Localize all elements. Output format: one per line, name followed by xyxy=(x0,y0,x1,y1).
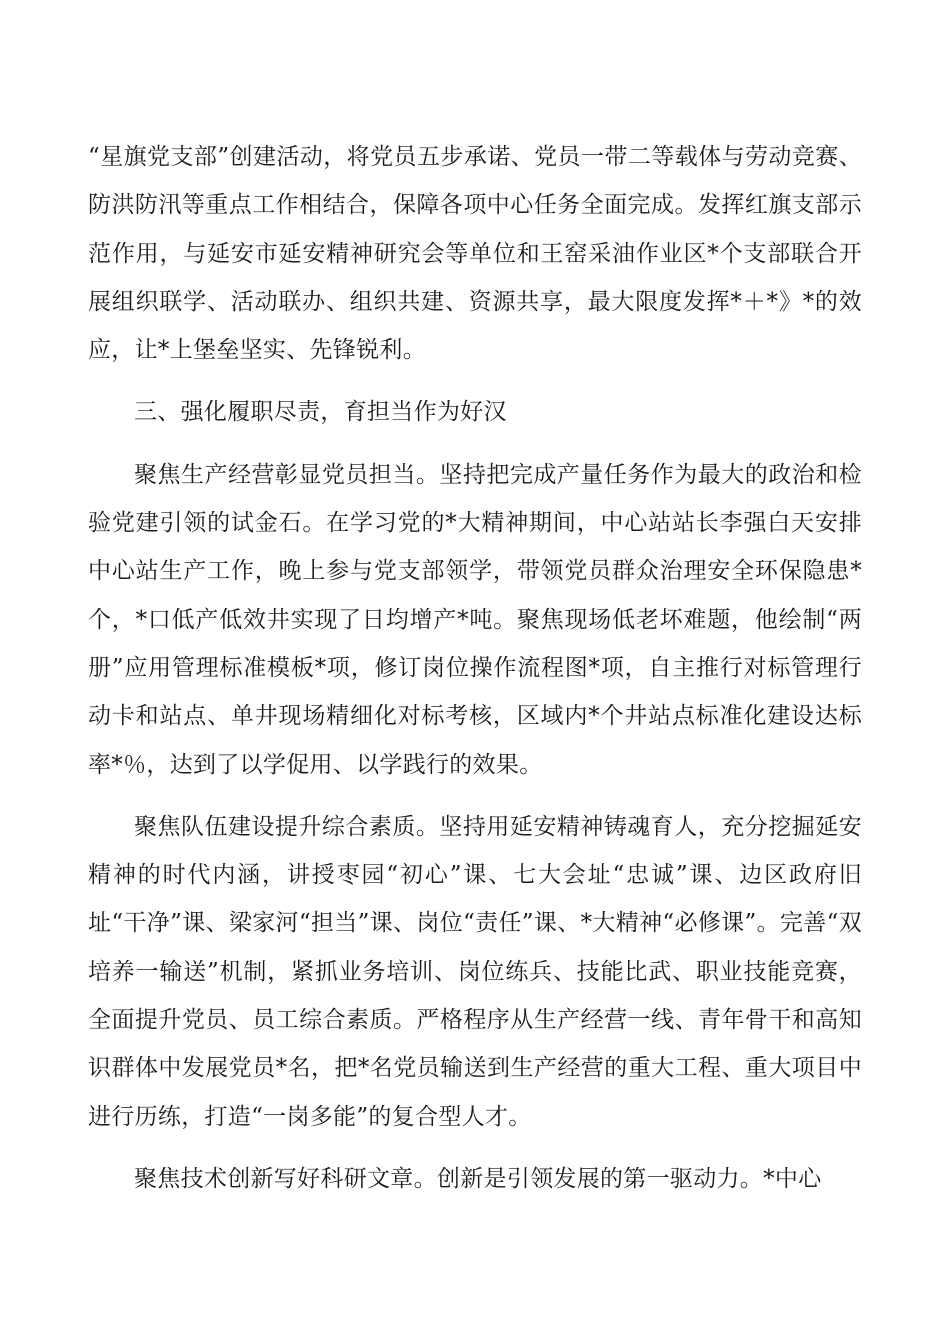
paragraph-production: 聚焦生产经营彰显党员担当。坚持把完成产量任务作为最大的政治和检验党建引领的试金石。在学习党的*大精神期间，中心站站长李强白天安排中心站生产工作，晚上参与党支部领学，带领党员群众治理安全环保隐患*个，*口低产低效井实现了日均增产*吨。聚焦现场低老坏难题，他绘制“两册”应用管理标准模板*项，修订岗位操作流程图*项，自主推行对标管理行动卡和站点、单井现场精细化对标考核，区域内*个井站点标准化建设达标率*％，达到了以学促用、以学践行的效果。 xyxy=(88,461,862,778)
paragraph-team-building: 聚焦队伍建设提升综合素质。坚持用延安精神铸魂育人，充分挖掘延安精神的时代内涵，讲授枣园“初心”课、七大会址“忠诚”课、边区政府旧址“干净”课、梁家河“担当”课、岗位“责任”课、*大精神“必修课”。完善“双培养一输送”机制，紧抓业务培训、岗位练兵、技能比武、职业技能竞赛，全面提升党员、员工综合素质。严格程序从生产经营一线、青年骨干和高知识群体中发展党员*名，把*名党员输送到生产经营的重大工程、重大项目中进行历练，打造“一岗多能”的复合型人才。 xyxy=(88,813,862,1130)
document-body xyxy=(88,133,862,1217)
paragraph-innovation: 聚焦技术创新写好科研文章。创新是引领发展的第一驱动力。*中心 xyxy=(134,1165,822,1192)
section-heading: 三、强化履职尽责，育担当作为好汉 xyxy=(134,399,507,426)
paragraph-continuation: “星旗党支部”创建活动，将党员五步承诺、党员一带二等载体与劳动竞赛、防洪防汛等重点工作相结合，保障各项中心任务全面完成。发挥红旗支部示范作用，与延安市延安精神研究会等单位和王窑采油作业区*个支部联合开展组织联学、活动联办、组织共建、资源共享，最大限度发挥*＋*》*的效应，让*上堡垒坚实、先锋锐利。 xyxy=(88,144,862,364)
